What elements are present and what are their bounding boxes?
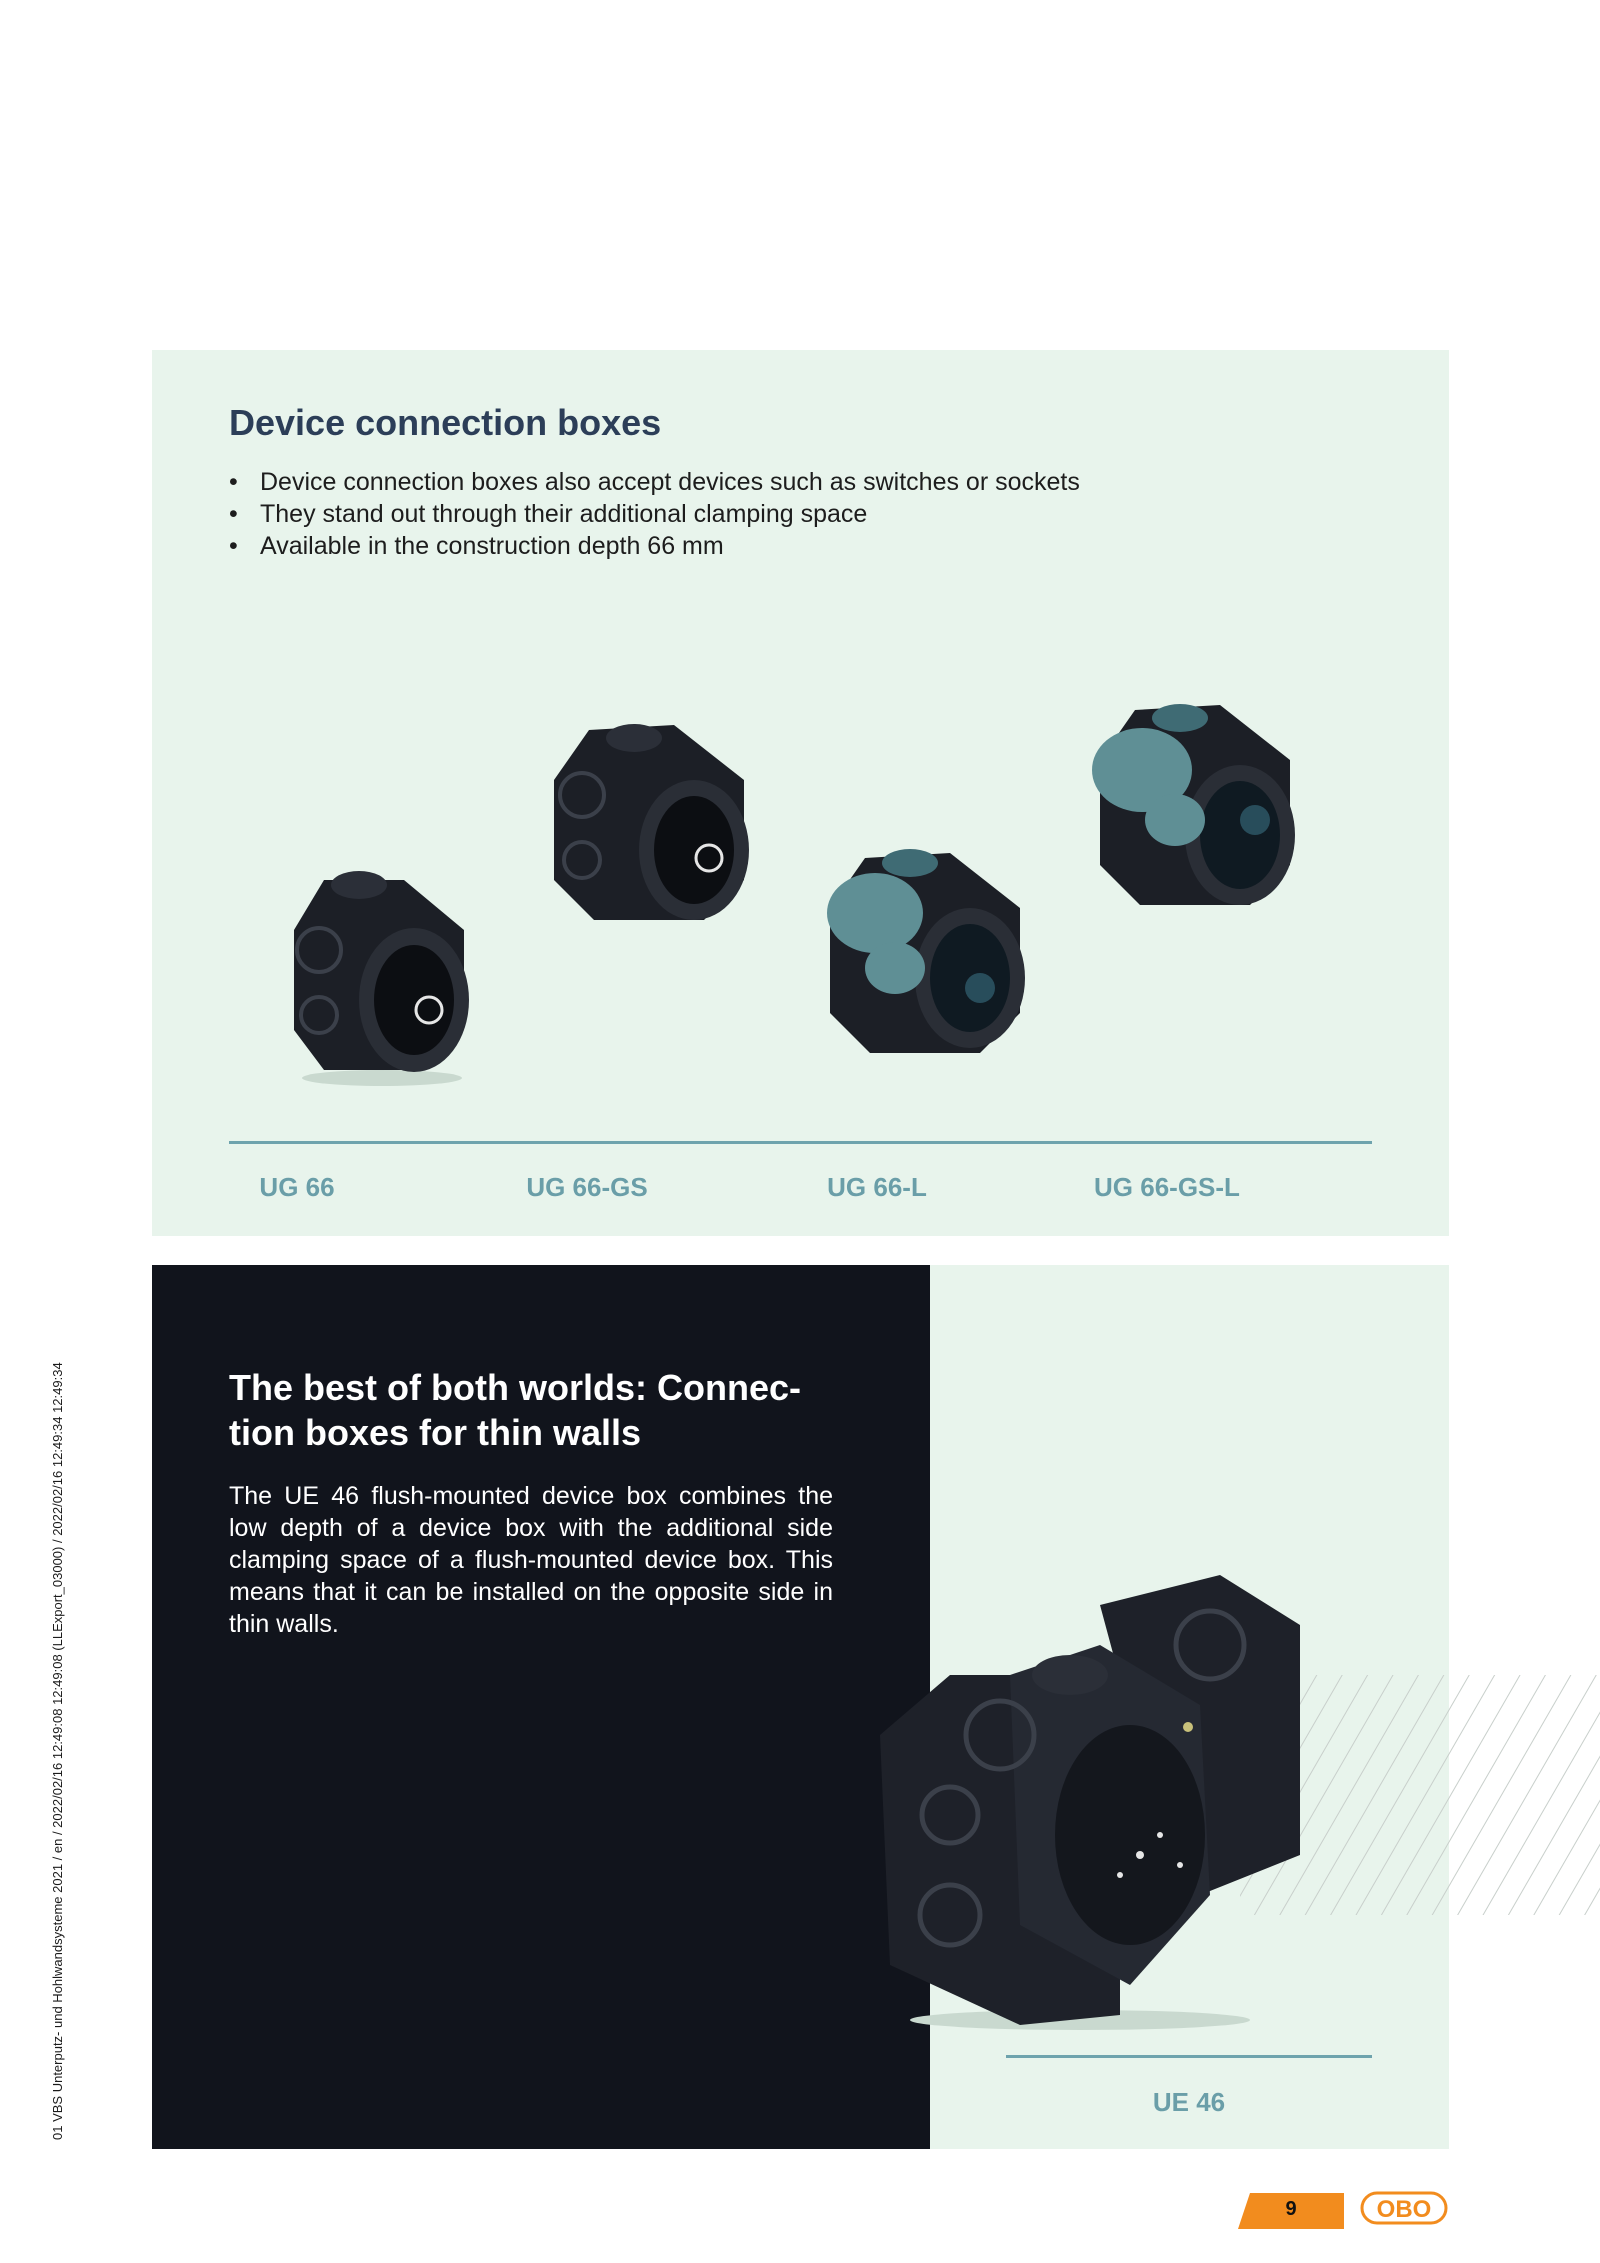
ue46-product-image xyxy=(870,1565,1310,2035)
ug66-gs-product-image xyxy=(534,710,774,960)
section-title: The best of both worlds: Connec-tion boxes for thin walls xyxy=(229,1367,801,1453)
product-divider xyxy=(1006,2055,1372,2058)
list-item: • Device connection boxes also accept devices such as switches or sockets xyxy=(229,468,1080,496)
page-number-badge xyxy=(1238,2193,1344,2229)
ug66-l-product-image xyxy=(810,828,1050,1078)
thin-walls-text-panel xyxy=(152,1265,930,2149)
section-title: Device connection boxes xyxy=(229,402,662,443)
side-metadata-text: 01 VBS Unterputz- und Hohlwandsysteme 2021 / en / 2022/02/16 12:49:08 12:49:08 (LLExport_03000) / 2022/02/16 12:49:34 12:49:34 xyxy=(50,1362,65,2140)
obo-logo xyxy=(1360,2190,1448,2230)
feature-list xyxy=(229,466,1080,562)
device-connection-boxes-panel xyxy=(152,350,1449,1236)
product-label-ug66-gs-l: UG 66-GS-L xyxy=(1094,1172,1240,1202)
section-body: The UE 46 flush-mounted device box combines the low depth of a device box with the additional side clamping space of a flush-mounted device box. This means that it can be installed on the opposite side in thin walls. xyxy=(229,1482,833,1638)
svg-text:OBO: OBO xyxy=(1376,2196,1432,2223)
page-number: 9 xyxy=(1285,2198,1297,2220)
product-divider xyxy=(229,1141,1372,1144)
list-item: • Available in the construction depth 66 mm xyxy=(229,532,724,560)
list-item: • They stand out through their additional clamping space xyxy=(229,500,868,528)
product-label-ug66-l: UG 66-L xyxy=(827,1172,927,1202)
product-label-ue46: UE 46 xyxy=(1152,2087,1226,2117)
product-label-ug66-gs: UG 66-GS xyxy=(526,1172,648,1202)
product-label-ug66: UG 66 xyxy=(259,1172,335,1202)
ug66-product-image xyxy=(264,840,504,1090)
ug66-gs-l-product-image xyxy=(1080,690,1320,940)
